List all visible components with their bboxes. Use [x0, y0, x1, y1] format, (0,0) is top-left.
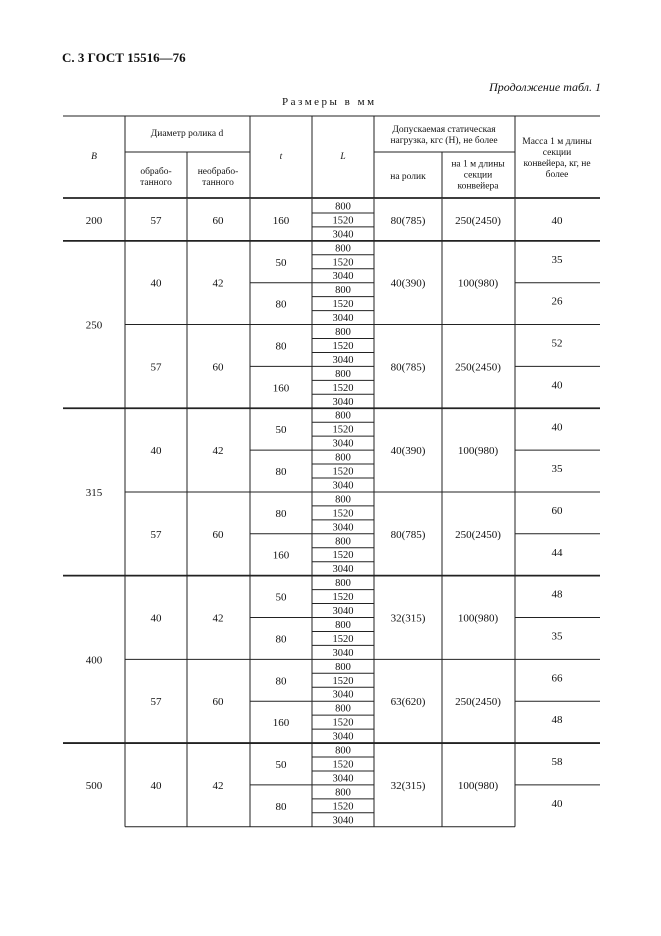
l-value: 3040 [332, 396, 354, 408]
header-per-meter-line-2: секции [463, 170, 493, 181]
header-static-load-line-1: Допускаемая статическая [392, 125, 496, 135]
header-mass-line-1: Масса 1 м длины [522, 137, 592, 147]
diameter-machined: 57 [150, 214, 162, 227]
t-value: 50 [275, 758, 287, 771]
l-value: 800 [335, 410, 351, 422]
mass-value: 40 [551, 421, 563, 434]
l-value: 3040 [332, 815, 354, 827]
b-value: 315 [85, 486, 103, 499]
l-value: 800 [335, 661, 351, 673]
mass-value: 60 [551, 504, 563, 517]
header-per-roller: на ролик [390, 172, 426, 182]
l-value: 800 [335, 787, 351, 799]
diameter-machined: 57 [150, 361, 162, 374]
diameter-unmachined: 60 [212, 696, 224, 709]
l-value: 1520 [332, 759, 354, 771]
b-value: 500 [85, 779, 103, 792]
table-continuation-note: Продолжение табл. 1 [489, 80, 601, 94]
t-value: 80 [275, 633, 287, 646]
l-value: 3040 [332, 773, 354, 785]
l-value: 1520 [332, 801, 354, 813]
l-value: 1520 [332, 466, 354, 478]
mass-value: 40 [551, 379, 563, 392]
l-value: 1520 [332, 633, 354, 645]
header-unmachined-line-2: танного [202, 178, 234, 188]
diameter-machined: 40 [150, 445, 162, 458]
l-value: 3040 [332, 606, 354, 617]
mass-value: 66 [551, 672, 563, 685]
l-value: 3040 [332, 438, 354, 450]
header-per-meter-line-3: конвейера [457, 181, 499, 192]
load-per-meter: 250(2450) [455, 696, 501, 709]
header-mass-line-4: более [545, 170, 569, 180]
t-value: 80 [275, 675, 287, 688]
l-value: 800 [335, 536, 351, 548]
diameter-unmachined: 42 [212, 779, 224, 792]
l-value: 3040 [332, 229, 354, 241]
t-value: 80 [275, 507, 287, 520]
mass-value: 48 [551, 714, 563, 727]
diameter-unmachined: 60 [212, 214, 224, 227]
l-value: 800 [335, 368, 351, 380]
diameter-machined: 57 [150, 528, 162, 541]
l-value: 800 [335, 327, 351, 338]
load-per-roller: 40(390) [390, 445, 426, 458]
l-value: 1520 [332, 592, 354, 604]
l-value: 3040 [332, 480, 354, 492]
t-value: 80 [275, 466, 287, 479]
b-value: 250 [85, 319, 103, 332]
page-title: С. 3 ГОСТ 15516—76 [62, 50, 186, 65]
l-value: 1520 [332, 424, 354, 436]
l-value: 3040 [332, 522, 354, 534]
l-value: 1520 [332, 215, 354, 227]
load-per-meter: 250(2450) [455, 528, 501, 541]
l-value: 800 [335, 494, 351, 506]
l-value: 3040 [332, 647, 354, 659]
header-l: L [340, 152, 346, 162]
l-value: 800 [335, 745, 351, 757]
t-value: 50 [275, 591, 287, 604]
load-per-roller: 32(315) [390, 612, 426, 625]
diameter-unmachined: 42 [212, 277, 224, 290]
l-value: 800 [335, 578, 351, 590]
diameter-machined: 40 [150, 612, 162, 625]
l-value: 3040 [332, 731, 354, 743]
header-unmachined-line-1: необрабо- [197, 167, 239, 177]
l-value: 1520 [332, 550, 354, 562]
mass-value: 40 [551, 797, 563, 810]
l-value: 1520 [332, 257, 354, 269]
diameter-unmachined: 42 [212, 445, 224, 458]
header-mass-line-2: секции [542, 148, 572, 158]
l-value: 3040 [332, 271, 354, 283]
l-value: 3040 [332, 689, 354, 701]
l-value: 800 [335, 243, 351, 255]
header-machined-line-1: обрабо- [140, 167, 172, 177]
l-value: 1520 [332, 299, 354, 311]
mass-value: 48 [551, 588, 563, 601]
header-b: B [91, 152, 97, 162]
l-value: 1520 [332, 717, 354, 729]
header-t: t [279, 152, 283, 162]
load-per-meter: 250(2450) [455, 361, 501, 374]
b-value: 200 [85, 214, 103, 227]
l-value: 800 [335, 285, 351, 297]
load-per-roller: 80(785) [390, 214, 426, 227]
l-value: 800 [335, 703, 351, 715]
diameter-unmachined: 60 [212, 361, 224, 374]
load-per-roller: 80(785) [390, 361, 426, 374]
l-value: 1520 [332, 508, 354, 520]
load-per-meter: 100(980) [457, 445, 499, 458]
header-machined-line-2: танного [140, 178, 172, 188]
load-per-meter: 100(980) [457, 612, 499, 625]
t-value: 160 [272, 214, 290, 227]
t-value: 50 [275, 256, 287, 269]
mass-value: 35 [551, 253, 563, 266]
l-value: 1520 [332, 675, 354, 687]
l-value: 1520 [332, 382, 354, 394]
t-value: 160 [272, 382, 290, 395]
t-value: 160 [272, 549, 290, 562]
t-value: 80 [275, 340, 287, 353]
l-value: 3040 [332, 354, 354, 366]
dimensions-note: Размеры в мм [282, 96, 377, 108]
l-value: 3040 [332, 564, 354, 576]
t-value: 160 [272, 717, 290, 730]
l-value: 3040 [332, 313, 354, 325]
mass-value: 35 [551, 630, 563, 643]
mass-value: 52 [551, 337, 563, 350]
mass-value: 35 [551, 463, 563, 476]
load-per-roller: 40(390) [390, 277, 426, 290]
mass-value: 40 [551, 214, 563, 227]
b-value: 400 [85, 654, 103, 667]
diameter-machined: 40 [150, 277, 162, 290]
load-per-roller: 80(785) [390, 528, 426, 541]
load-per-roller: 32(315) [390, 779, 426, 792]
load-per-meter: 250(2450) [455, 214, 501, 227]
header-mass-line-3: конвейера, кг, не [523, 159, 591, 169]
mass-value: 58 [551, 756, 563, 769]
load-per-meter: 100(980) [457, 779, 499, 792]
t-value: 50 [275, 424, 287, 437]
diameter-machined: 57 [150, 696, 162, 709]
header-static-load-line-2: нагрузка, кгс (Н), не более [390, 136, 498, 146]
load-per-meter: 100(980) [457, 277, 499, 290]
diameter-machined: 40 [150, 779, 162, 792]
diameter-unmachined: 42 [212, 612, 224, 625]
load-per-roller: 63(620) [390, 696, 426, 709]
t-value: 80 [275, 800, 287, 813]
mass-value: 26 [551, 295, 563, 308]
mass-value: 44 [551, 546, 563, 559]
t-value: 80 [275, 298, 287, 311]
l-value: 800 [335, 619, 351, 631]
diameter-unmachined: 60 [212, 528, 224, 541]
header-roller-diameter: Диаметр ролика d [150, 129, 224, 139]
l-value: 800 [335, 201, 351, 213]
header-per-meter-line-1: на 1 м длины [451, 159, 505, 170]
l-value: 800 [335, 452, 351, 464]
l-value: 1520 [332, 340, 354, 352]
